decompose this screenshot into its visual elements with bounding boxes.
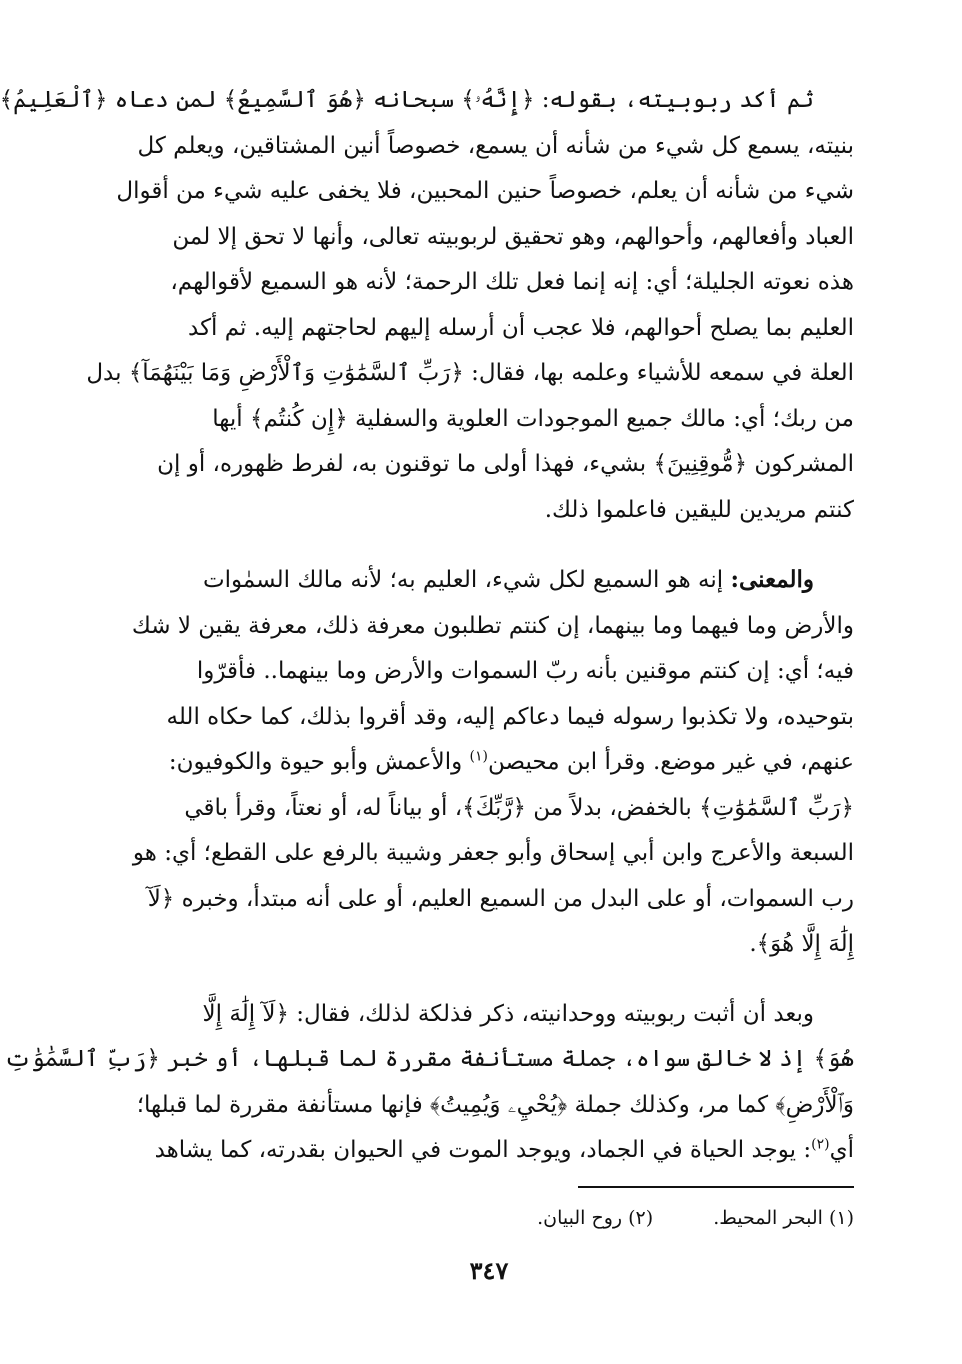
text-line: إِلَٰهَ إِلَّا هُوَ﴾.: [749, 931, 854, 957]
text-line: وبعد أن أثبت ربوبيته ووحدانيته، ذكر فذلكة لذلك، فقال: ﴿لَآ إِلَٰهَ إِلَّا: [202, 1000, 814, 1027]
text-fragment: أي: [829, 1137, 854, 1163]
text-line: من ربك؛ أي: مالك جميع الموجودات العلوية والسفلية ﴿إِن كُنتُم﴾ أيها: [212, 405, 854, 432]
footnotes: [537, 1204, 854, 1232]
text-line: [124, 740, 854, 786]
footnote-marker: (٢): [811, 1136, 830, 1153]
paragraph-3: [4, 992, 854, 1174]
text-line: بنيته، يسمع كل شيء من شأنه أن يسمع، خصوصاً أنين المشتاقين، ويعلم كل: [137, 132, 854, 159]
footnote-2: (٢) روح البيان.: [537, 1207, 654, 1229]
text-fragment: إنه هو السميع لكل شيء، العليم به؛ لأنه مالك السمٰوات: [202, 567, 731, 593]
text-line: رب السموات، أو على البدل من السميع العليم، أو على أنه مبتدأ، وخبره ﴿لَآ: [147, 885, 854, 912]
text-fragment: : يوجد الحياة في الجماد، ويوجد الموت في الحيوان بقدرته، كما يشاهد: [154, 1137, 812, 1163]
text-line: العباد وأفعالهم، وأحوالهم، وهو تحقيق لربوبيته تعالى، وأنها لا تحق إلا لمن: [172, 223, 854, 250]
text-line: والأرض وما فيهما وما بينهما، إن كنتم تطلبون معرفة ذلك، معرفة يقين لا شك: [131, 612, 854, 639]
footnote-marker: (١): [469, 748, 488, 765]
text-line: العليم بما يصلح أحوالهم، فلا عجب أن أرسله إليهم لحاجتهم إليه. ثم أكد: [188, 314, 854, 341]
footnote-1: (١) البحر المحيط.: [713, 1207, 854, 1229]
lead-word: والمعنى:: [730, 566, 814, 593]
text-fragment: عنهم، في غير موضع. وقرأ ابن محيصن: [487, 749, 854, 775]
text-line: بتوحيده، ولا تكذبوا رسوله فيما دعاكم إليه، وقد أقروا بذلك، كما حكاه الله: [166, 703, 854, 730]
text-line: العلة في سمعه للأشياء وعلمه بها، فقال: ﴿رَبِّ ٱلسَّمَٰوَٰتِ وَٱلْأَرْضِ وَمَا بَيْنَهُمَآ﴾ بدل: [86, 360, 854, 386]
text-fragment: والأعمش وأبو حيوة والكوفيون:: [168, 749, 470, 775]
paragraph-2: [124, 557, 854, 968]
text-line: هُوَ﴾ إذ لا خالق سواه، جملة مستأنفة مقررة لما قبلها، أو خبر ﴿رَبِّ ٱلسَّمَٰوَٰتِ: [4, 1046, 854, 1072]
text-line: كنتم مريدين لليقين فاعلموا ذلك.: [544, 496, 854, 523]
text-line: ﴿رَبِّ ٱلسَّمَٰوَٰتِ﴾ بالخفض، بدلاً من ﴿رَّبِّكَ﴾، أو بياناً له، أو نعتاً، وقرأ باقي: [184, 794, 854, 821]
text-line: فيه؛ أي: إن كنتم موقنين بأنه ربّ السموات والأرض وما بينهما.. فأقرّوا: [196, 658, 854, 684]
page-number: ٣٤٧: [469, 1256, 509, 1285]
page-body: [0, 78, 854, 1174]
footnote-divider: [578, 1186, 854, 1188]
text-line: ثم أكد ربوبيته، بقوله: ﴿إِنَّهُۥ﴾ سبحانه ﴿هُوَ ٱلسَّمِيعُ﴾ لمن دعاه ﴿ٱلْعَلِيمُ﴾: [0, 87, 814, 113]
text-line: [124, 1128, 854, 1174]
text-line: المشركون ﴿مُّوقِنِينَ﴾ بشيء، فهذا أولى ما توقنون به، لفرط ظهوره، أو إن: [157, 451, 854, 477]
paragraph-1: [0, 78, 854, 533]
text-line: السبعة والأعرج وابن أبي إسحاق وأبو جعفر وشيبة بالرفع على القطع؛ أي: هو: [132, 840, 854, 866]
text-line: شيء من شأنه أن يعلم، خصوصاً حنين المحبين، فلا يخفى عليه شيء من أقوال: [116, 178, 854, 204]
text-line: وَٱلْأَرْضِ﴾ كما مر، وكذلك جملة ﴿يُحْيِۦ وَيُمِيتُ﴾ فإنها مستأنفة مقررة لما قبلها؛: [136, 1091, 854, 1118]
text-line: [124, 557, 854, 604]
text-line: هذه نعوته الجليلة؛ أي: إنه إنما فعل تلك الرحمة؛ لأنه هو السميع لأقوالهم،: [170, 269, 854, 295]
